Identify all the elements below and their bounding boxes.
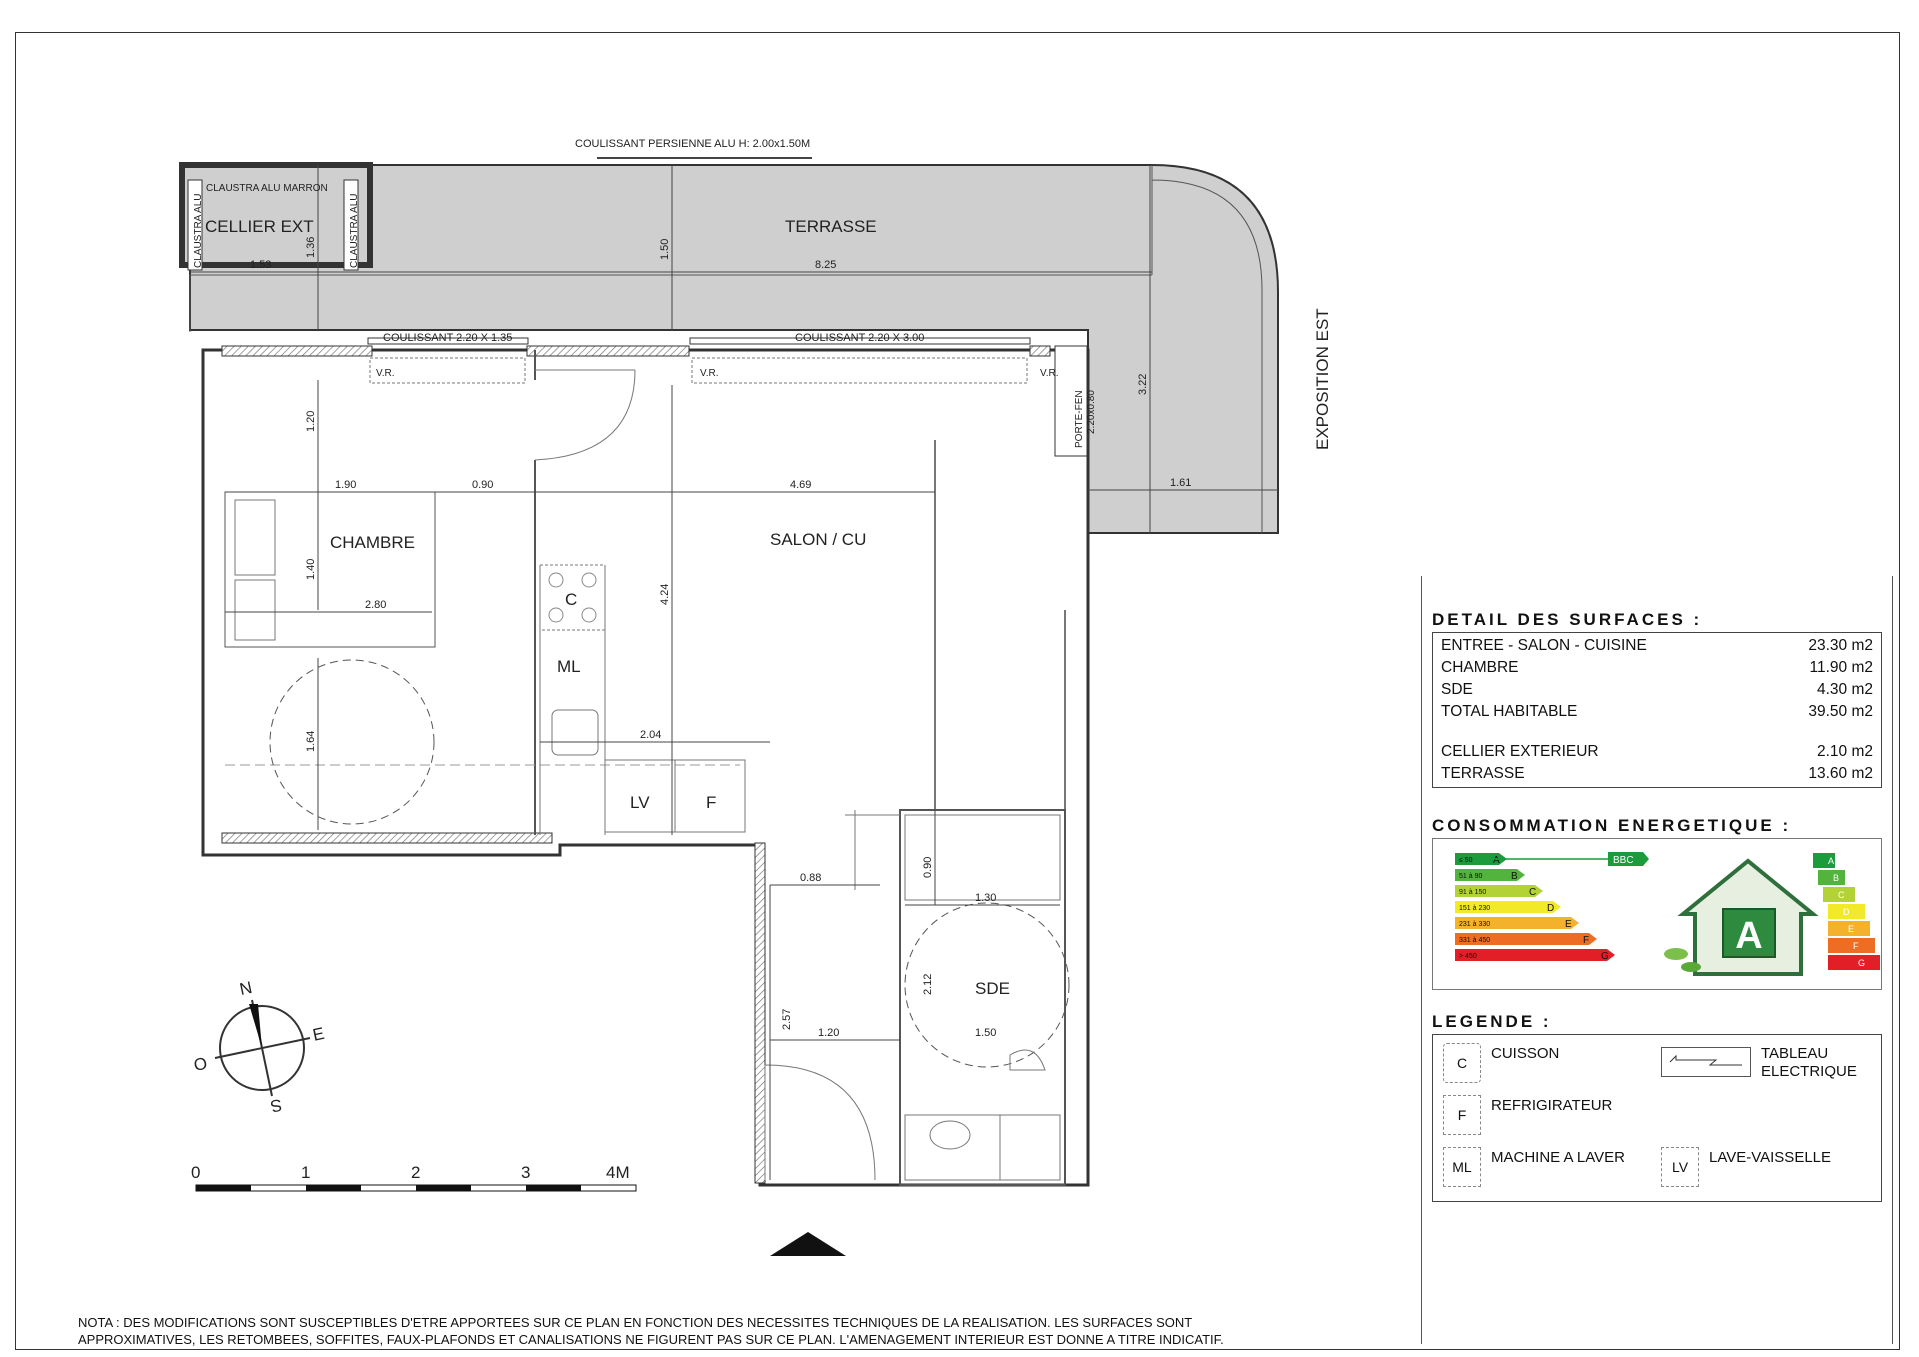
- legend-title: LEGENDE :: [1432, 1012, 1552, 1031]
- dim-120b: 1.20: [818, 1027, 840, 1039]
- energy-step-block: [1828, 955, 1880, 970]
- claustra-alu-right: CLAUSTRA ALU: [349, 193, 360, 268]
- energy-label: [1432, 838, 1882, 990]
- energy-step-block: [1818, 870, 1845, 885]
- surface-row: TOTAL HABITABLE 39.50 m2: [1441, 703, 1873, 720]
- energy-class-bar: [1455, 949, 1615, 961]
- energy-class-range: 331 à 450: [1459, 937, 1491, 944]
- legend-machine: MACHINE A LAVER: [1491, 1149, 1625, 1166]
- lave-vaisselle-symbol: LV: [1661, 1147, 1699, 1187]
- dim-469: 4.69: [790, 479, 812, 491]
- energy-class-range: 231 à 330: [1459, 921, 1491, 928]
- legend-lave-vaisselle: LAVE-VAISSELLE: [1709, 1149, 1832, 1166]
- legend-cuisson: CUISSON: [1491, 1045, 1560, 1062]
- scale-tick-1: 1: [301, 1163, 311, 1182]
- energy-class-range: 91 à 150: [1459, 889, 1487, 896]
- dim-212: 2.12: [922, 973, 934, 995]
- cellier: [182, 165, 370, 265]
- room-label-cellier: CELLIER EXT: [205, 217, 314, 236]
- legend: [1432, 1034, 1882, 1202]
- bbc-label: BBC: [1613, 855, 1634, 866]
- note-line-1: NOTA : DES MODIFICATIONS SONT SUSCEPTIBLES D'ETRE APPORTEES SUR CE PLAN EN FONCTION DES NECESSITES TECHNIQUES DE LA REALISATION. LES SURFACES SONT: [78, 1315, 1193, 1330]
- kitchen-f-label: F: [706, 793, 717, 812]
- dim-280: 2.80: [365, 599, 387, 611]
- cuisson-symbol: C: [1443, 1043, 1481, 1083]
- compass-e: E: [311, 1023, 327, 1045]
- dim-164: 1.64: [305, 730, 317, 752]
- surface-row: CELLIER EXTERIEUR 2.10 m2: [1441, 743, 1873, 760]
- surface-row: TERRASSE 13.60 m2: [1441, 765, 1873, 782]
- legend-tableau-1: TABLEAU: [1761, 1045, 1829, 1062]
- energy-step-letter: E: [1848, 924, 1855, 934]
- dim-322: 3.22: [1137, 373, 1149, 395]
- scale-bar: [191, 1163, 636, 1191]
- energy-class-letter: B: [1511, 871, 1518, 882]
- vr-label-2: V.R.: [700, 368, 719, 379]
- surface-row: CHAMBRE 11.90 m2: [1441, 659, 1873, 676]
- scale-tick-2: 2: [411, 1163, 421, 1182]
- energy-rating: A: [1735, 915, 1763, 957]
- legend-tableau-2: ELECTRIQUE: [1761, 1063, 1857, 1080]
- info-panel: [1421, 576, 1893, 1344]
- note-line-2: APPROXIMATIVES, LES RETOMBEES, SOFFITES, FAUX-PLAFONDS ET CANALISATIONS NE FIGURENT PAS SUR CE PLAN. L'AMENAGEMENT INTERIEUR EST DONNE A TITRE INDICATIF.: [78, 1332, 1224, 1347]
- energy-title: CONSOMMATION ENERGETIQUE :: [1432, 816, 1792, 835]
- room-label-sde: SDE: [975, 979, 1010, 998]
- exposition-label: EXPOSITION EST: [1313, 308, 1332, 450]
- scale-tick-4m: 4M: [606, 1163, 630, 1182]
- energy-step-letter: F: [1853, 941, 1859, 951]
- coulissant-2-label: COULISSANT 2.20 X 3.00: [795, 332, 925, 344]
- dim-136: 1.36: [305, 236, 317, 258]
- vr-label-3: V.R.: [1040, 368, 1059, 379]
- dim-090a: 0.90: [472, 479, 494, 491]
- refrigirateur-symbol: F: [1443, 1095, 1481, 1135]
- dim-161: 1.61: [1170, 477, 1192, 489]
- dim-090b: 0.90: [922, 856, 934, 878]
- dim-140: 1.40: [305, 558, 317, 580]
- dim-120a: 1.20: [305, 410, 317, 432]
- energy-class-letter: F: [1583, 935, 1590, 946]
- dim-257: 2.57: [781, 1008, 793, 1030]
- surface-row: SDE 4.30 m2: [1441, 681, 1873, 698]
- energy-class-letter: E: [1565, 919, 1572, 930]
- compass: [192, 978, 326, 1116]
- energy-class-letter: C: [1529, 887, 1537, 898]
- dim-825: 8.25: [815, 259, 837, 271]
- energy-step-letter: A: [1828, 856, 1835, 866]
- vr-label-1: V.R.: [376, 368, 395, 379]
- energy-class-range: 51 à 90: [1459, 873, 1483, 880]
- energy-class-range: > 450: [1459, 953, 1477, 960]
- compass-o: O: [191, 1052, 209, 1075]
- porte-fen-dim: 2.20x0.80: [1086, 390, 1097, 434]
- compass-n: N: [237, 977, 254, 1000]
- room-label-salon: SALON / CU: [770, 530, 867, 549]
- energy-step-letter: D: [1843, 907, 1850, 917]
- scale-tick-3: 3: [521, 1163, 531, 1182]
- room-label-terrasse: TERRASSE: [785, 217, 877, 236]
- kitchen-lv-label: LV: [630, 793, 650, 812]
- energy-class-letter: G: [1601, 951, 1609, 962]
- energy-class-range: ≤ 50: [1459, 857, 1473, 864]
- scale-tick-0: 0: [191, 1163, 201, 1182]
- legend-refrigirateur: REFRIGIRATEUR: [1491, 1097, 1613, 1114]
- apartment-walls: [203, 350, 1088, 1185]
- claustra-alu-left: CLAUSTRA ALU: [193, 193, 204, 268]
- claustra-marron-label: CLAUSTRA ALU MARRON: [206, 183, 328, 194]
- energy-step-block: [1828, 938, 1875, 953]
- energy-class-letter: A: [1493, 855, 1500, 866]
- energy-step-letter: G: [1858, 958, 1866, 968]
- surfaces-table: [1432, 632, 1882, 788]
- coulissant-1-label: COULISSANT 2.20 X 1.35: [383, 332, 513, 344]
- room-label-chambre: CHAMBRE: [330, 533, 416, 552]
- dim-424: 4.24: [659, 583, 671, 605]
- dim-150: 1.50: [659, 238, 671, 260]
- dim-150b: 1.50: [975, 1027, 997, 1039]
- surfaces-title: DETAIL DES SURFACES :: [1432, 610, 1703, 629]
- kitchen-ml-label: ML: [557, 657, 581, 676]
- dim-190: 1.90: [335, 479, 357, 491]
- surface-row: ENTREE - SALON - CUISINE 23.30 m2: [1441, 637, 1873, 654]
- energy-class-letter: D: [1547, 903, 1555, 914]
- porte-fen-label: PORTE-FEN: [1074, 390, 1085, 448]
- entrance-arrow-icon: [770, 1232, 846, 1256]
- energy-scale: [1433, 839, 1881, 989]
- dim-153: 1.53: [250, 259, 272, 271]
- energy-step-letter: C: [1838, 890, 1845, 900]
- energy-class-range: 151 à 230: [1459, 905, 1491, 912]
- dim-204: 2.04: [640, 729, 662, 741]
- machine-symbol: ML: [1443, 1147, 1481, 1187]
- disclaimer-note: [78, 1314, 1418, 1348]
- kitchen-cooktop-label: C: [565, 590, 578, 609]
- coulissant-persienne-label: COULISSANT PERSIENNE ALU H: 2.00x1.50M: [575, 138, 811, 150]
- energy-house-icon: [1664, 861, 1813, 974]
- tableau-electrique-icon: [1661, 1047, 1751, 1077]
- dim-130: 1.30: [975, 892, 997, 904]
- compass-s: S: [268, 1094, 284, 1116]
- dim-088: 0.88: [800, 872, 822, 884]
- energy-step-letter: B: [1833, 873, 1840, 883]
